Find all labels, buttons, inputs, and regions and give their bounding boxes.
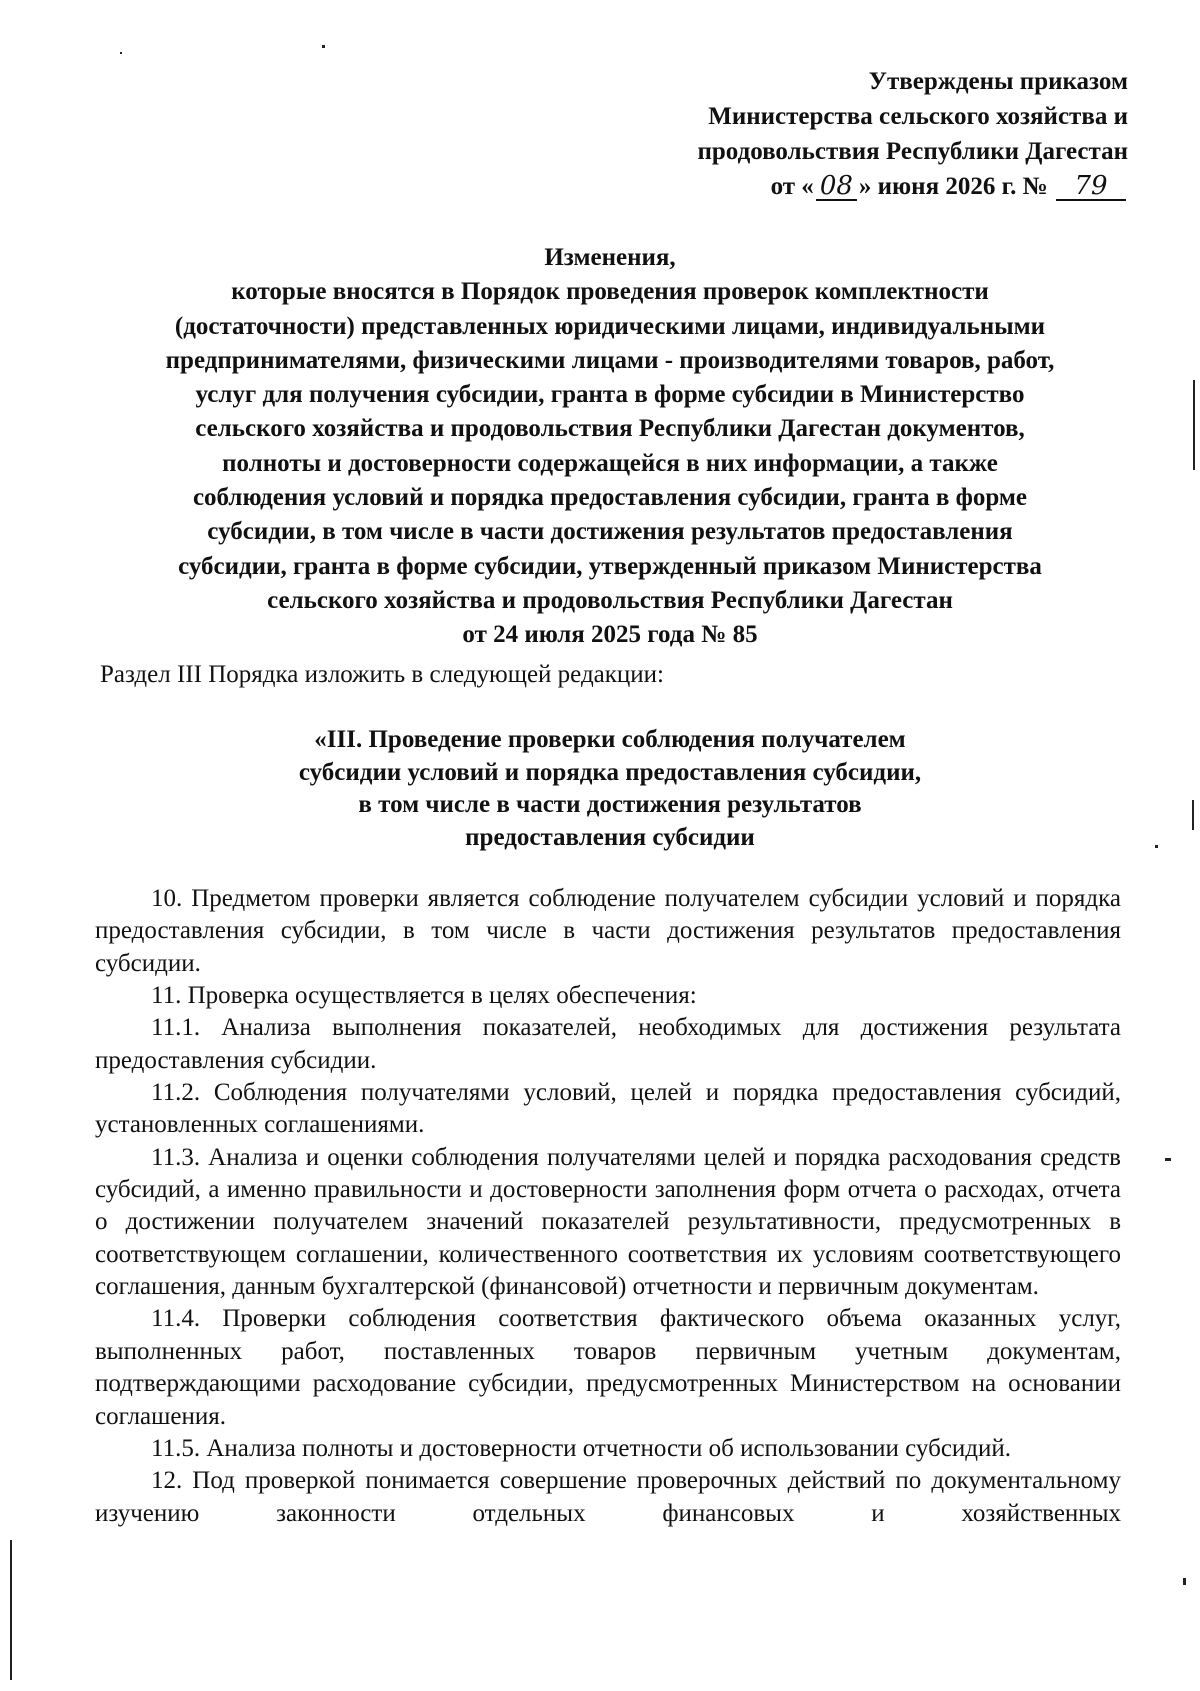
approval-block <box>697 64 1128 204</box>
approval-line: продовольствия Республики Дагестан <box>697 138 1128 165</box>
title-line: (достаточности) представленных юридическими лицами, индивидуальными <box>174 312 1046 340</box>
scan-speck <box>120 52 122 54</box>
title-line: услуг для получения субсидии, гранта в форме субсидии в Министерство <box>195 381 1025 409</box>
scan-edge-mark <box>1192 800 1194 830</box>
paragraph-10: 10. Предметом проверки является соблюдение получателем субсидии условий и порядка предоставления субсидии, в том числе в части достижения результатов предоставления субсидии. <box>95 885 1121 977</box>
section-heading-line: субсидии условий и порядка предоставления субсидии, <box>298 758 922 786</box>
title-line: полноты и достоверности содержащейся в них информации, а также <box>222 449 998 477</box>
scan-edge-mark <box>10 1540 12 1680</box>
title-line: субсидии, гранта в форме субсидии, утвержденный приказом Министерства <box>178 552 1042 580</box>
document-title <box>88 241 1132 653</box>
paragraph-11-5: 11.5. Анализа полноты и достоверности отчетности об использовании субсидий. <box>151 1434 1012 1462</box>
scan-edge-mark <box>1193 380 1195 470</box>
scan-speck <box>1155 845 1158 848</box>
paragraph-11-1: 11.1. Анализа выполнения показателей, необходимых для достижения результата предоставления субсидии. <box>95 1014 1121 1074</box>
section-heading-line: «III. Проведение проверки соблюдения получателем <box>314 726 906 753</box>
paragraph-12: 12. Под проверкой понимается совершение проверочных действий по документальному изучению законности отдельных финансовых и хозяйственных <box>95 1467 1121 1527</box>
title-heading: Изменения, <box>544 244 676 271</box>
title-line: предпринимателями, физическими лицами - производителями товаров, работ, <box>165 346 1055 374</box>
paragraph-11: 11. Проверка осуществляется в целях обеспечения: <box>151 982 697 1010</box>
section-heading-line: предоставления субсидии <box>465 823 755 851</box>
approval-line: Министерства сельского хозяйства и <box>708 103 1128 130</box>
handwritten-day: 08 <box>816 173 857 201</box>
scan-speck <box>322 45 325 48</box>
title-line: субсидии, в том числе в части достижения результатов предоставления <box>207 518 1013 546</box>
approval-line: Утверждены приказом <box>868 68 1128 95</box>
paragraph-11-2: 11.2. Соблюдения получателями условий, целей и порядка предоставления субсидий, установленных соглашениями. <box>95 1079 1121 1139</box>
section-heading-line: в том числе в части достижения результатов <box>358 791 862 818</box>
title-line: от 24 июля 2025 года № 85 <box>462 621 758 649</box>
handwritten-order-number: 79 <box>1056 173 1126 201</box>
paragraph-11-4: 11.4. Проверки соблюдения соответствия фактического объема оказанных услуг, выполненных работ, поставленных товаров первичным учетным документам, подтверждающими расходование субсидии, предусмотренных Министерством на основании соглашения. <box>95 1305 1121 1430</box>
document-body <box>95 883 1121 1530</box>
scan-speck <box>1183 1578 1186 1585</box>
title-line: сельского хозяйства и продовольствия Республики Дагестан документов, <box>195 415 1025 443</box>
scan-speck <box>1165 1158 1171 1161</box>
paragraph-11-3: 11.3. Анализа и оценки соблюдения получателями целей и порядка расходования средств субсидий, а именно правильности и достоверности заполнения форм отчета о расходах, отчета о достижении получателем значений показателей результативности, предусмотренных в соответствующем соглашении, количественного соответствия их условиям соответствующего соглашения, данным бухгалтерской (финансовой) отчетности и первичным документам. <box>95 1143 1121 1301</box>
title-line: сельского хозяйства и продовольствия Республики Дагестан <box>267 586 953 614</box>
title-line: соблюдения условий и порядка предоставления субсидии, гранта в форме <box>192 484 1028 512</box>
date-prefix: от « <box>770 173 814 200</box>
title-line: которые вносятся в Порядок проведения проверок комплектности <box>231 278 989 306</box>
approval-date-line <box>697 169 1128 204</box>
section-heading <box>88 724 1132 854</box>
intro-text: Раздел III Порядка изложить в следующей редакции: <box>100 661 664 688</box>
date-suffix: » июня 2026 г. № <box>858 173 1048 200</box>
